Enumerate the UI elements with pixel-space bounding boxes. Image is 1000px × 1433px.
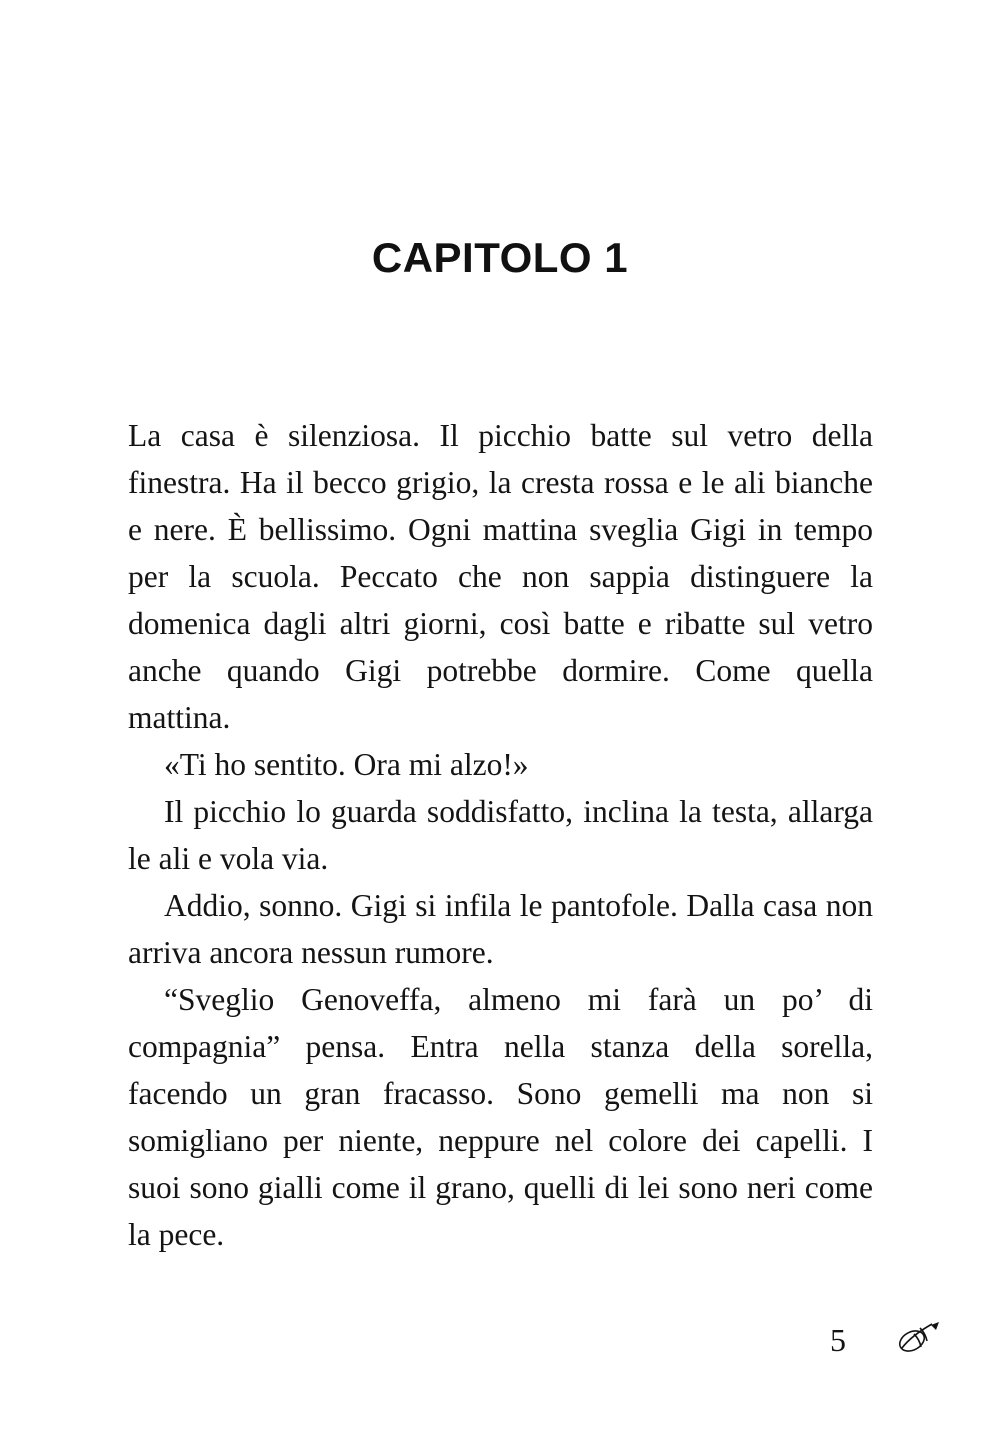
paragraph: Il picchio lo guarda soddisfatto, inclina la testa, allarga le ali e vola via. bbox=[128, 794, 873, 876]
paragraph: La casa è silenziosa. Il picchio batte sul vetro della finestra. Ha il becco grigio, la cresta rossa e le ali bianche e nere. È bellissimo. Ogni mattina sveglia Gigi in tempo per la scuola. Peccato che non sappia distinguere la domenica dagli altri giorni, così batte e ribatte sul vetro anche quando Gigi potrebbe dormire. Come quella mattina. bbox=[128, 418, 873, 735]
paragraph: «Ti ho sentito. Ora mi alzo!» bbox=[164, 747, 529, 782]
page-number: 5 bbox=[830, 1322, 846, 1358]
feather-quill-icon bbox=[890, 1310, 946, 1366]
body-text bbox=[128, 412, 873, 1258]
page-title: CAPITOLO 1 bbox=[371, 234, 629, 282]
paragraph: Addio, sonno. Gigi si infila le pantofole. Dalla casa non arriva ancora nessun rumore. bbox=[128, 888, 873, 970]
paragraph: “Sveglio Genoveffa, almeno mi farà un po’ di compagnia” pensa. Entra nella stanza della sorella, facendo un gran fracasso. Sono gemelli ma non si somigliano per niente, neppure nel colore dei capelli. I suoi sono gialli come il grano, quelli di lei sono neri come la pece. bbox=[128, 982, 873, 1252]
